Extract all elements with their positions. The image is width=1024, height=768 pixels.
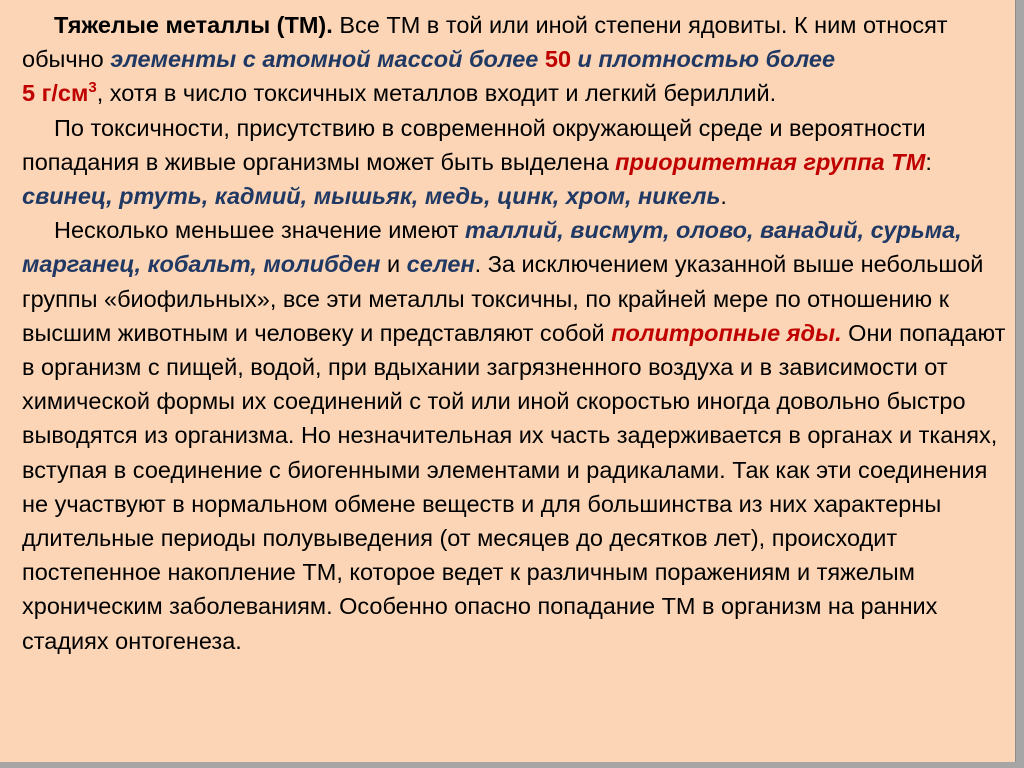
text-segment: : xyxy=(925,148,932,175)
text-segment: . xyxy=(720,183,727,210)
text-segment: Несколько меньшее значение имеют xyxy=(54,217,466,244)
paragraph-3 xyxy=(22,213,1007,658)
priority-metals-list: свинец, ртуть, кадмий, мышьяк, медь, цинк, хром, никель xyxy=(22,183,721,210)
text-segment: и xyxy=(380,251,407,278)
text-segment: Они попадают в организм с пищей, водой, при вдыхании загрязненного воздуха и в зависимости от химической формы их соединений с той или иной скоростью иногда довольно быстро выводятся из организма. Но незначительная их часть задерживается в органах и тканях, вступая в соединение с биогенными элементами и радикалами. Так как эти соединения не участвуют в нормальном обмене веществ и для большинства из них характерны длительные периоды полувыведения (от месяцев до десятков лет), происходит постепенное накопление ТМ, которое ведет к различным поражениям и тяжелым хроническим заболеваниям. Особенно опасно попадание ТМ в организм на ранних стадиях онтогенеза. xyxy=(22,319,1006,654)
text-segment: Все ТМ в той или иной степени ядовиты. К ним относят обычно xyxy=(22,12,948,73)
text-segment: По токсичности, присутствию в современной окружающей среде и вероятности попадания в живые организмы может быть выделена xyxy=(22,114,926,175)
slide-text xyxy=(22,8,1007,658)
polytropic-poisons-term: политропные яды. xyxy=(611,319,842,346)
text-segment: , хотя в число токсичных металлов входит и легкий бериллий. xyxy=(96,80,777,107)
text-segment: . За исключением указанной выше небольшой группы «биофильных», все эти металлы токсичны, по крайней мере по отношению к высшим животным и человеку и представляют собой xyxy=(22,251,984,346)
emphasis-atomic-mass: элементы с атомной массой более xyxy=(110,46,545,73)
density-value xyxy=(22,80,97,106)
paragraph-1 xyxy=(22,8,1007,111)
paragraph-2 xyxy=(22,111,1007,214)
number-50: 50 xyxy=(544,46,572,73)
emphasis-density: и плотностью более xyxy=(571,46,836,73)
heading-heavy-metals: Тяжелые металлы (ТМ). xyxy=(54,12,333,38)
priority-group-label: приоритетная группа ТМ xyxy=(615,148,926,175)
density-unit: 5 г/см xyxy=(22,80,89,107)
density-exponent: 3 xyxy=(88,79,97,97)
secondary-metals-list: таллий, висмут, олово, ванадий, сурьма, марганец, кобальт, молибден xyxy=(22,217,962,278)
selenium-term: селен xyxy=(406,251,475,278)
